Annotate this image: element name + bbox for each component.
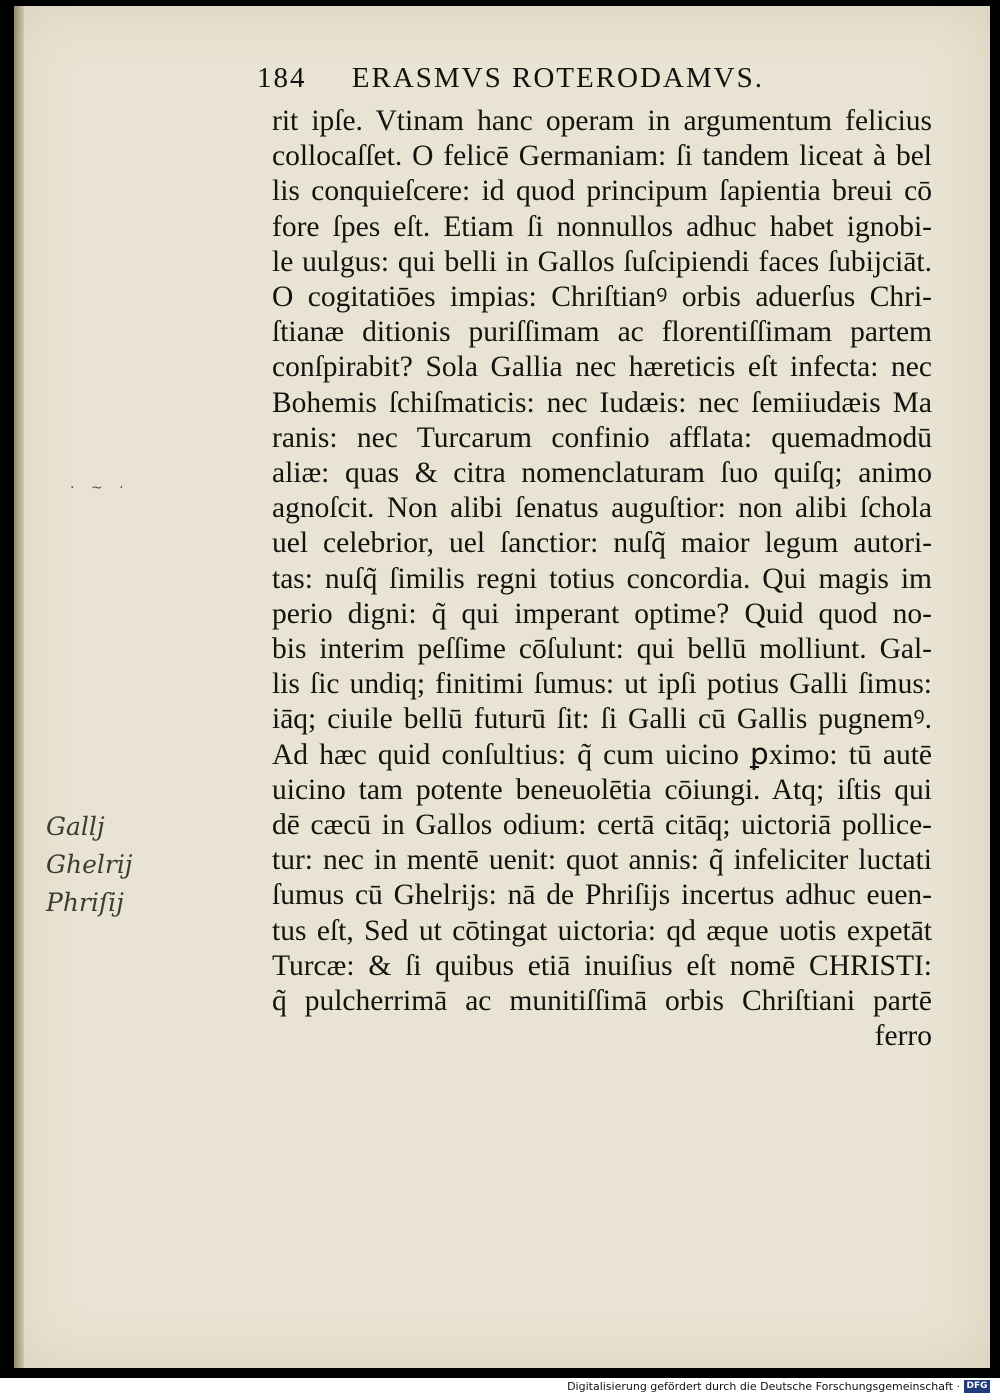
page-gutter-shadow bbox=[14, 6, 24, 1368]
page-number: 184 bbox=[257, 62, 307, 94]
text-line: collocaſſet. O felicē Germaniam: ſi tandem liceat à bel bbox=[272, 140, 932, 173]
text-line: conſpirabit? Sola Gallia nec hæreticis eſt infecta: nec bbox=[272, 351, 932, 384]
dfg-logo: DFG bbox=[964, 1380, 990, 1393]
catchword: ferro bbox=[874, 1020, 932, 1053]
marginal-note: Ghelrij bbox=[46, 850, 133, 879]
running-title: ERASMVS ROTERODAMVS. bbox=[351, 62, 764, 94]
marginal-note: Gallj bbox=[46, 812, 105, 841]
text-line: uicino tam potente beneuolētia cōiungi. Atq; iſtis qui bbox=[272, 773, 932, 806]
text-line: O cogitatiōes impias: Chriſtianꝰ orbis aduerſus Chri- bbox=[272, 281, 932, 314]
text-line: le uulgus: qui belli in Gallos ſuſcipiendi faces ſubijciāt. bbox=[272, 245, 932, 278]
text-line: lis ſic undiq; finitimi ſumus: ut ipſi potius Galli ſimus: bbox=[272, 668, 932, 701]
digitization-credit: Digitalisierung gefördert durch die Deutsche Forschungsgemeinschaft · bbox=[567, 1380, 960, 1393]
text-line: ranis: nec Turcarum confinio afflata: quemadmodū bbox=[272, 421, 932, 454]
handwritten-marginalia bbox=[46, 808, 133, 922]
text-line: lis conquieſcere: id quod principum ſapientia breui cō bbox=[272, 175, 932, 208]
text-line: bis interim peſſime cōſulunt: qui bellū molliunt. Gal- bbox=[272, 633, 932, 666]
text-line: ſtianæ ditionis puriſſimam ac florentiſſimam partem bbox=[272, 316, 932, 349]
text-line: ſumus cū Ghelrijs: nā de Phriſijs incertus adhuc euen- bbox=[272, 879, 932, 912]
text-line: Ad hæc quid conſultius: q̃ cum uicino ꝑximo: tū autē bbox=[272, 738, 932, 771]
text-line: fore ſpes eſt. Etiam ſi nonnullos adhuc habet ignobi- bbox=[272, 210, 932, 243]
text-line: dē cæcū in Gallos odium: certā citāq; uictoriā pollice- bbox=[272, 809, 932, 842]
text-line: rit ipſe. Vtinam hanc operam in argumentum felicius bbox=[272, 105, 932, 137]
text-line: tas: nuſq̃ ſimilis regni totius concordia. Qui magis im bbox=[272, 562, 932, 595]
text-line: Turcæ: & ſi quibus etiā inuiſius eſt nomē CHRISTI: bbox=[272, 949, 932, 982]
marginal-note: Phriſij bbox=[46, 888, 124, 917]
text-line: iāq; ciuile bellū futurū ſit: ſi Galli cū Gallis pugnemꝰ. bbox=[272, 703, 932, 736]
text-line: uel celebrior, uel ſanctior: nuſq̃ maior legum autori- bbox=[272, 527, 932, 560]
running-head bbox=[257, 62, 764, 95]
main-text-block bbox=[272, 104, 932, 1054]
text-line: perio digni: q̃ qui imperant optime? Quid quod no- bbox=[272, 597, 932, 630]
text-line: aliæ: quas & citra nomenclaturam ſuo quiſq; animo bbox=[272, 457, 932, 490]
text-line: Bohemis ſchiſmaticis: nec Iudæis: nec ſemiiudæis Ma bbox=[272, 386, 932, 419]
margin-marks: · ~ · bbox=[70, 480, 130, 496]
text-line: q̃ pulcherrimā ac munitiſſimā orbis Chriſtiani partē bbox=[272, 985, 932, 1018]
text-line: tus eſt, Sed ut cōtingat uictoria: qd æque uotis expetāt bbox=[272, 914, 932, 947]
text-line: agnoſcit. Non alibi ſenatus auguſtior: non alibi ſchola bbox=[272, 492, 932, 525]
text-line: tur: nec in mentē uenit: quot annis: q̃ infeliciter luctati bbox=[272, 844, 932, 877]
